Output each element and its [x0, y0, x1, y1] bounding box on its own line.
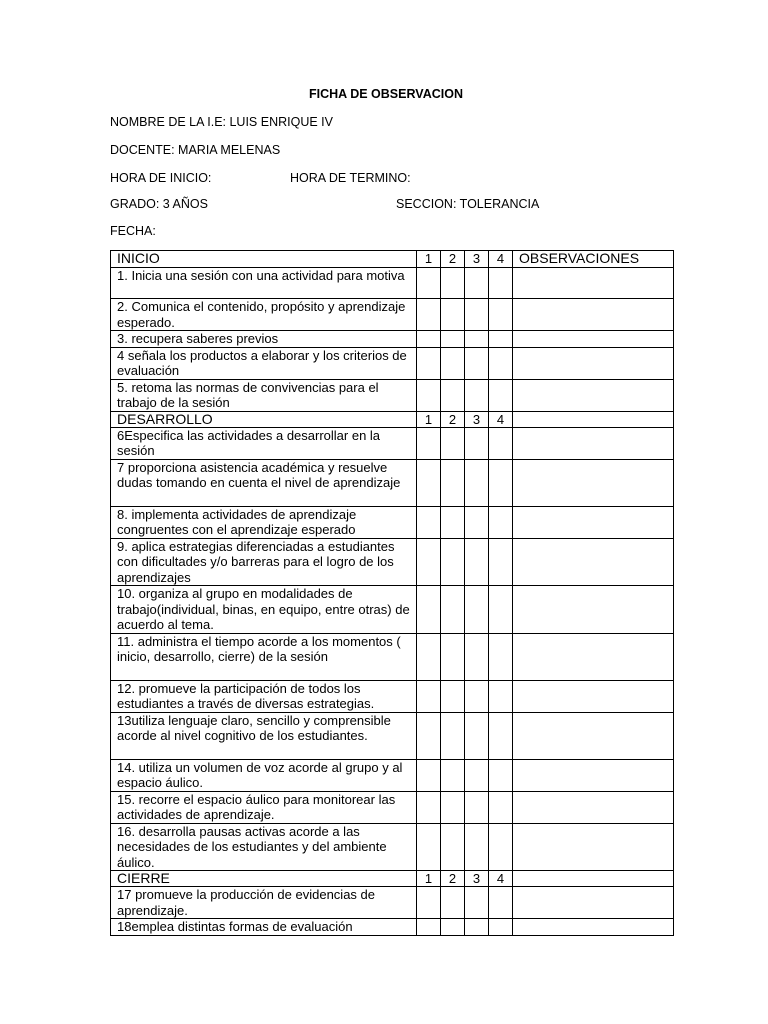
rating-cell-1[interactable] [417, 633, 441, 680]
rating-cell-4[interactable] [489, 538, 513, 586]
rating-cell-2[interactable] [441, 459, 465, 506]
criterion-text: 2. Comunica el contenido, propósito y aprendizaje esperado. [111, 299, 417, 331]
rating-cell-2[interactable] [441, 299, 465, 331]
rating-cell-4[interactable] [489, 791, 513, 823]
observation-cell[interactable] [513, 379, 674, 411]
rating-cell-3[interactable] [465, 791, 489, 823]
rating-cell-1[interactable] [417, 919, 441, 936]
rating-cell-3[interactable] [465, 427, 489, 459]
criterion-row [111, 459, 674, 506]
observation-cell[interactable] [513, 633, 674, 680]
observation-cell[interactable] [513, 712, 674, 759]
rating-cell-3[interactable] [465, 759, 489, 791]
rating-cell-3[interactable] [465, 299, 489, 331]
criterion-row [111, 919, 674, 936]
criterion-text: 17 promueve la producción de evidencias de aprendizaje. [111, 887, 417, 919]
rating-cell-3[interactable] [465, 887, 489, 919]
school-name: NOMBRE DE LA I.E: LUIS ENRIQUE IV [110, 115, 333, 129]
criterion-row [111, 823, 674, 871]
rating-cell-2[interactable] [441, 791, 465, 823]
observation-cell[interactable] [513, 538, 674, 586]
criterion-row [111, 268, 674, 299]
rating-header-4: 4 [489, 411, 513, 427]
section-label: INICIO [111, 251, 417, 268]
rating-header-1: 1 [417, 871, 441, 887]
rating-cell-1[interactable] [417, 887, 441, 919]
rating-cell-4[interactable] [489, 427, 513, 459]
rating-cell-4[interactable] [489, 268, 513, 299]
rating-cell-1[interactable] [417, 712, 441, 759]
rating-cell-3[interactable] [465, 268, 489, 299]
observation-cell[interactable] [513, 268, 674, 299]
rating-cell-1[interactable] [417, 791, 441, 823]
criterion-row [111, 347, 674, 379]
rating-cell-3[interactable] [465, 823, 489, 871]
rating-cell-2[interactable] [441, 586, 465, 634]
rating-cell-1[interactable] [417, 538, 441, 586]
observation-cell[interactable] [513, 299, 674, 331]
observations-header [513, 411, 674, 427]
criterion-row [111, 680, 674, 712]
criterion-text: 14. utiliza un volumen de voz acorde al grupo y al espacio áulico. [111, 759, 417, 791]
rating-header-1: 1 [417, 251, 441, 268]
section-header-row [111, 871, 674, 887]
rating-cell-4[interactable] [489, 712, 513, 759]
criterion-row [111, 586, 674, 634]
observation-cell[interactable] [513, 680, 674, 712]
rating-cell-3[interactable] [465, 506, 489, 538]
teacher-name: DOCENTE: MARIA MELENAS [110, 143, 281, 157]
criterion-text: 16. desarrolla pausas activas acorde a las necesidades de los estudiantes y del ambiente áulico. [111, 823, 417, 871]
rating-cell-2[interactable] [441, 427, 465, 459]
rating-header-2: 2 [441, 251, 465, 268]
criterion-text: 5. retoma las normas de convivencias para el trabajo de la sesión [111, 379, 417, 411]
rating-cell-3[interactable] [465, 379, 489, 411]
rating-cell-2[interactable] [441, 919, 465, 936]
rating-header-3: 3 [465, 871, 489, 887]
rating-cell-2[interactable] [441, 712, 465, 759]
criterion-text: 4 señala los productos a elaborar y los criterios de evaluación [111, 347, 417, 379]
rating-cell-3[interactable] [465, 633, 489, 680]
rating-cell-4[interactable] [489, 680, 513, 712]
rating-cell-1[interactable] [417, 823, 441, 871]
rating-cell-4[interactable] [489, 506, 513, 538]
rating-cell-1[interactable] [417, 347, 441, 379]
criterion-row [111, 887, 674, 919]
criterion-row [111, 506, 674, 538]
rating-cell-1[interactable] [417, 759, 441, 791]
rating-cell-3[interactable] [465, 712, 489, 759]
criterion-row [111, 759, 674, 791]
observation-cell[interactable] [513, 887, 674, 919]
rating-cell-2[interactable] [441, 680, 465, 712]
rating-cell-3[interactable] [465, 919, 489, 936]
rating-cell-1[interactable] [417, 379, 441, 411]
observation-cell[interactable] [513, 823, 674, 871]
observation-cell[interactable] [513, 791, 674, 823]
end-time-label: HORA DE TERMINO: [290, 171, 411, 185]
rating-cell-2[interactable] [441, 823, 465, 871]
rating-cell-2[interactable] [441, 347, 465, 379]
section-label: DESARROLLO [111, 411, 417, 427]
rating-cell-1[interactable] [417, 331, 441, 348]
observation-cell[interactable] [513, 459, 674, 506]
criterion-text: 18emplea distintas formas de evaluación [111, 919, 417, 936]
document-title: FICHA DE OBSERVACION [309, 87, 463, 101]
criterion-row [111, 331, 674, 348]
rating-cell-1[interactable] [417, 586, 441, 634]
section-header-row [111, 251, 674, 268]
criterion-text: 8. implementa actividades de aprendizaje congruentes con el aprendizaje esperado [111, 506, 417, 538]
rating-cell-3[interactable] [465, 538, 489, 586]
rating-cell-4[interactable] [489, 633, 513, 680]
criterion-text: 12. promueve la participación de todos los estudiantes a través de diversas estrategias. [111, 680, 417, 712]
rating-cell-3[interactable] [465, 347, 489, 379]
rating-cell-1[interactable] [417, 268, 441, 299]
start-time-label: HORA DE INICIO: [110, 171, 212, 185]
rating-cell-4[interactable] [489, 331, 513, 348]
rating-header-3: 3 [465, 251, 489, 268]
rating-cell-2[interactable] [441, 506, 465, 538]
observations-header: OBSERVACIONES [513, 251, 674, 268]
criterion-text: 3. recupera saberes previos [111, 331, 417, 348]
rating-cell-4[interactable] [489, 459, 513, 506]
criterion-text: 15. recorre el espacio áulico para monitorear las actividades de aprendizaje. [111, 791, 417, 823]
observation-cell[interactable] [513, 586, 674, 634]
rating-header-2: 2 [441, 871, 465, 887]
rating-header-4: 4 [489, 251, 513, 268]
observation-cell[interactable] [513, 347, 674, 379]
observations-header [513, 871, 674, 887]
rating-cell-2[interactable] [441, 759, 465, 791]
criterion-row [111, 299, 674, 331]
rating-cell-3[interactable] [465, 459, 489, 506]
criterion-row [111, 538, 674, 586]
section-label: CIERRE [111, 871, 417, 887]
observation-cell[interactable] [513, 331, 674, 348]
observation-cell[interactable] [513, 506, 674, 538]
observation-table [110, 250, 674, 936]
rating-cell-4[interactable] [489, 759, 513, 791]
rating-cell-2[interactable] [441, 379, 465, 411]
rating-cell-4[interactable] [489, 823, 513, 871]
criterion-text: 7 proporciona asistencia académica y resuelve dudas tomando en cuenta el nivel de aprendizaje [111, 459, 417, 506]
rating-cell-4[interactable] [489, 887, 513, 919]
criterion-row [111, 427, 674, 459]
observation-cell[interactable] [513, 427, 674, 459]
criterion-text: 11. administra el tiempo acorde a los momentos ( inicio, desarrollo, cierre) de la sesión [111, 633, 417, 680]
grade-label: GRADO: 3 AÑOS [110, 197, 208, 211]
rating-cell-2[interactable] [441, 633, 465, 680]
rating-cell-4[interactable] [489, 379, 513, 411]
criterion-row [111, 379, 674, 411]
criterion-text: 10. organiza al grupo en modalidades de trabajo(individual, binas, en equipo, entre otras) de acuerdo al tema. [111, 586, 417, 634]
rating-cell-2[interactable] [441, 887, 465, 919]
date-label: FECHA: [110, 224, 156, 238]
section-header-row [111, 411, 674, 427]
rating-cell-4[interactable] [489, 347, 513, 379]
rating-cell-1[interactable] [417, 459, 441, 506]
observation-cell[interactable] [513, 919, 674, 936]
rating-cell-4[interactable] [489, 299, 513, 331]
observation-cell[interactable] [513, 759, 674, 791]
criterion-row [111, 791, 674, 823]
criterion-row [111, 712, 674, 759]
rating-header-1: 1 [417, 411, 441, 427]
rating-cell-4[interactable] [489, 919, 513, 936]
rating-cell-1[interactable] [417, 680, 441, 712]
rating-header-3: 3 [465, 411, 489, 427]
rating-header-2: 2 [441, 411, 465, 427]
rating-cell-3[interactable] [465, 331, 489, 348]
criterion-row [111, 633, 674, 680]
rating-cell-2[interactable] [441, 268, 465, 299]
section-label: SECCION: TOLERANCIA [396, 197, 540, 211]
rating-cell-2[interactable] [441, 331, 465, 348]
criterion-text: 13utiliza lenguaje claro, sencillo y comprensible acorde al nivel cognitivo de los estudiantes. [111, 712, 417, 759]
rating-cell-4[interactable] [489, 586, 513, 634]
rating-header-4: 4 [489, 871, 513, 887]
criterion-text: 6Especifica las actividades a desarrollar en la sesión [111, 427, 417, 459]
criterion-text: 1. Inicia una sesión con una actividad para motiva [111, 268, 417, 299]
rating-cell-2[interactable] [441, 538, 465, 586]
rating-cell-1[interactable] [417, 506, 441, 538]
rating-cell-3[interactable] [465, 680, 489, 712]
rating-cell-1[interactable] [417, 427, 441, 459]
rating-cell-3[interactable] [465, 586, 489, 634]
rating-cell-1[interactable] [417, 299, 441, 331]
criterion-text: 9. aplica estrategias diferenciadas a estudiantes con dificultades y/o barreras para el logro de los aprendizajes [111, 538, 417, 586]
